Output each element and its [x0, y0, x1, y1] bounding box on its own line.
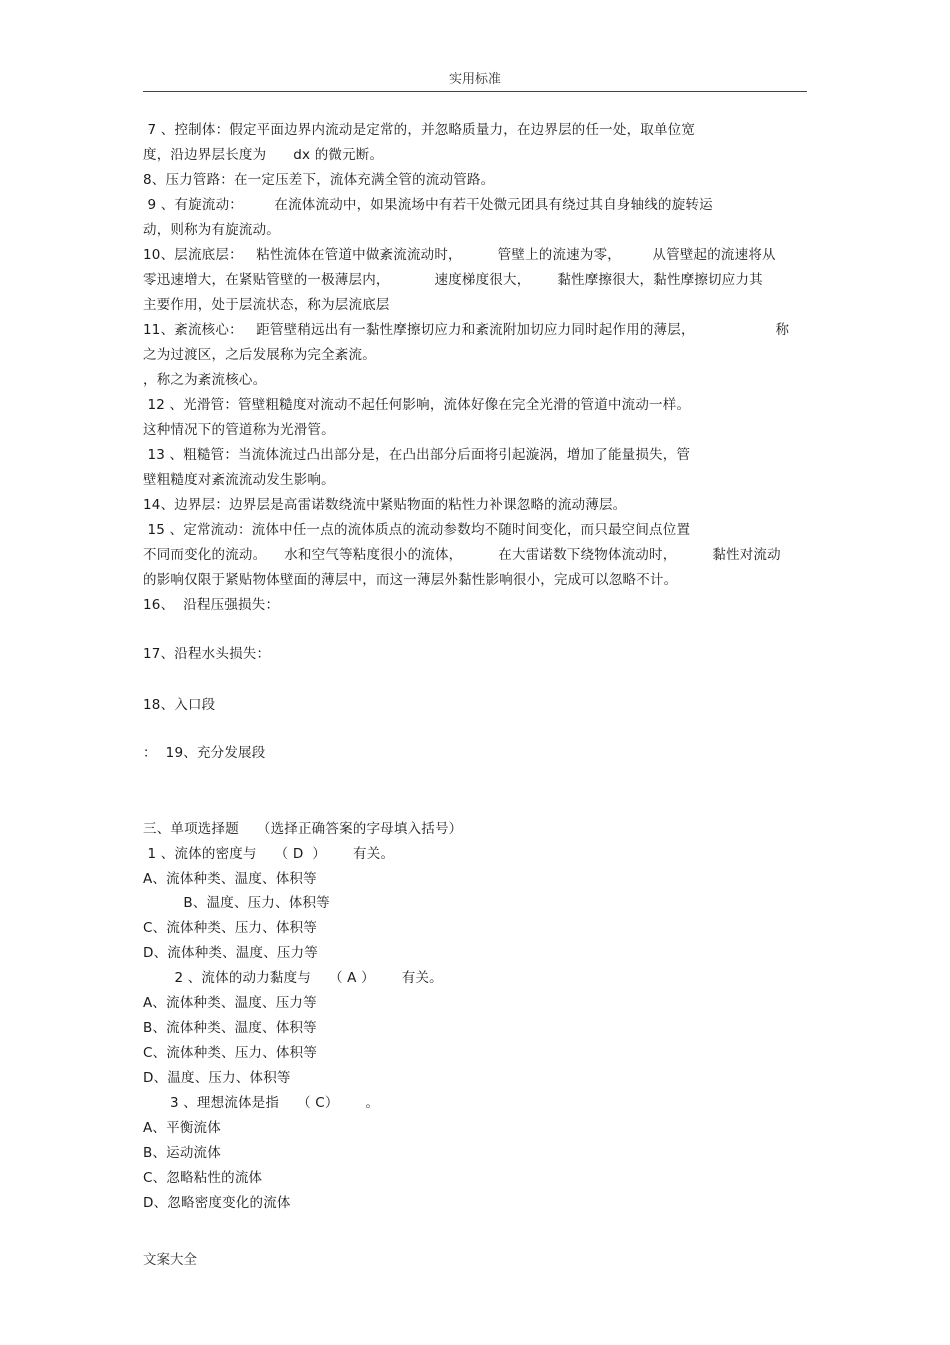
question-text: 1 、流体的密度与 （ D ） 有关。	[143, 846, 395, 862]
page-footer: 文案大全	[143, 1252, 197, 1268]
question-text: 3 、理想流体是指 （ C） 。	[143, 1095, 380, 1111]
text-line: 14、边界层：边界层是高雷诺数绕流中紧贴物面的粘性力补课忽略的流动薄层。	[143, 497, 627, 513]
text-line: 度，沿边界层长度为 dx 的微元断。	[143, 147, 384, 163]
question-text: 2 、流体的动力黏度与 （ A ） 有关。	[143, 970, 443, 986]
text-line: 之为过渡区，之后发展称为完全紊流。	[143, 347, 376, 363]
text-line: 主要作用，处于层流状态，称为层流底层	[143, 297, 390, 313]
option-line: B、流体种类、温度、体积等	[143, 1020, 317, 1036]
option-line: A、平衡流体	[143, 1120, 221, 1136]
option-line: C、流体种类、压力、体积等	[143, 1045, 318, 1061]
option-line: B、运动流体	[143, 1145, 221, 1161]
text-line: 13 、粗糙管：当流体流过凸出部分是，在凸出部分后面将引起漩涡，增加了能量损失，管	[143, 447, 691, 463]
header-divider	[143, 91, 807, 92]
text-line: 动，则称为有旋流动。	[143, 222, 280, 238]
option-line: C、忽略粘性的流体	[143, 1170, 263, 1186]
option-line: D、流体种类、温度、压力等	[143, 945, 318, 961]
text-line: 8、压力管路：在一定压差下，流体充满全管的流动管路。	[143, 172, 495, 188]
text-line: 的影响仅限于紧贴物体壁面的薄层中，而这一薄层外黏性影响很小，完成可以忽略不计。	[143, 572, 678, 588]
option-line: A、流体种类、温度、压力等	[143, 995, 317, 1011]
text-line: 不同而变化的流动。 水和空气等粘度很小的流体， 在大雷诺数下绕物体流动时， 黏性对流动	[143, 547, 781, 563]
option-line: D、温度、压力、体积等	[143, 1070, 291, 1086]
text-line: ，称之为紊流核心。	[143, 372, 267, 388]
text-line: ： 19、充分发展段	[143, 745, 266, 761]
text-line: 10、层流底层： 粘性流体在管道中做紊流流动时， 管壁上的流速为零， 从管壁起的流速将从	[143, 247, 776, 263]
text-line: 这种情况下的管道称为光滑管。	[143, 422, 335, 438]
text-line: 9 、有旋流动： 在流体流动中，如果流场中有若干处微元团具有绕过其自身轴线的旋转运	[143, 197, 713, 213]
text-line: 壁粗糙度对紊流流动发生影响。	[143, 472, 335, 488]
text-line: 15 、定常流动：流体中任一点的流体质点的流动参数均不随时间变化，而只最空间点位置	[143, 522, 691, 538]
option-line: C、流体种类、压力、体积等	[143, 920, 318, 936]
text-line: 17、沿程水头损失：	[143, 646, 271, 662]
text-line: 7 、控制体：假定平面边界内流动是定常的，并忽略质量力，在边界层的任一处，取单位宽	[143, 122, 696, 138]
text-line: 16、 沿程压强损失：	[143, 597, 280, 613]
option-line: A、流体种类、温度、体积等	[143, 871, 317, 887]
text-line: 18、入口段	[143, 697, 216, 713]
page-header-title: 实用标准	[448, 72, 501, 87]
option-line: D、忽略密度变化的流体	[143, 1195, 291, 1211]
text-line: 12 、光滑管：管壁粗糙度对流动不起任何影响，流体好像在完全光滑的管道中流动一样。	[143, 397, 691, 413]
text-line: 零迅速增大，在紧贴管壁的一极薄层内， 速度梯度很大， 黏性摩擦很大，黏性摩擦切应力其	[143, 272, 763, 288]
text-line: 11、紊流核心： 距管壁稍远出有一黏性摩擦切应力和紊流附加切应力同时起作用的薄层， 称	[143, 322, 790, 338]
section-heading: 三、单项选择题 （选择正确答案的字母填入括号）	[143, 821, 463, 837]
option-line: B、温度、压力、体积等	[143, 895, 330, 911]
